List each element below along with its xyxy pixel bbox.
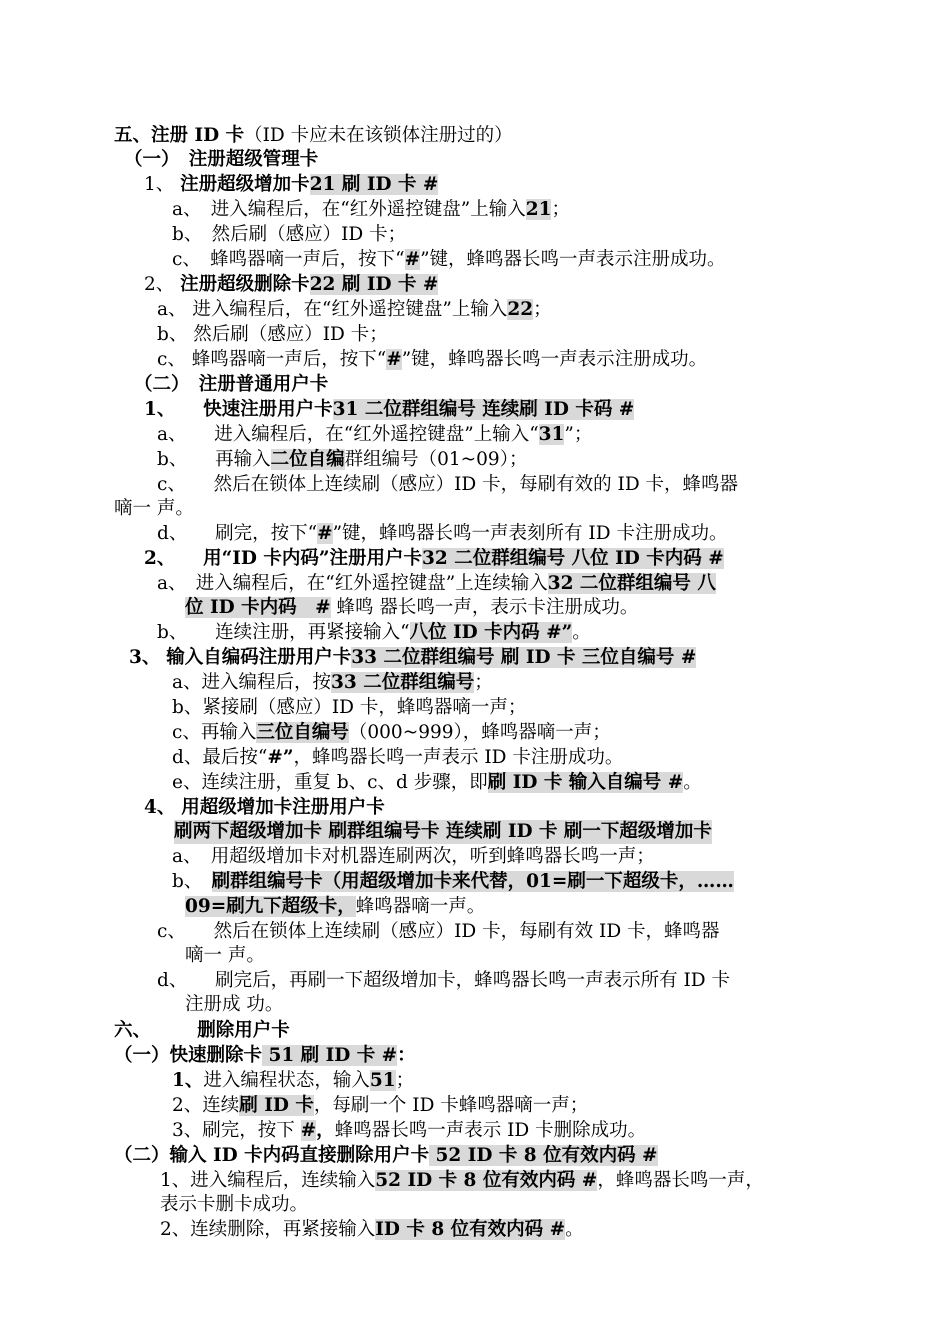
s6-p2-1-text: 1、进入编程后，连续输入: [160, 1170, 376, 1191]
section5-title-c: （ID 卡应未在该锁体注册过的）: [244, 125, 513, 146]
j4-step-d-line2: 注册成 功。: [185, 994, 284, 1015]
item2-cmd: 22 刷 ID 卡 #: [309, 274, 439, 295]
s6-p2-1-end: ，蜂鸣器长鸣一声，: [597, 1170, 764, 1191]
s6-p1-2-end: ，每刷一个 ID 卡蜂鸣器嘀一声；: [313, 1095, 589, 1116]
s6-p1-step1: [172, 1069, 414, 1093]
j3-step-d: [172, 746, 623, 770]
j3-c-end: （000~999），蜂鸣器嘀一声；: [348, 722, 611, 743]
j4-text: 用超级增加卡注册用户卡: [181, 797, 385, 818]
j2-prefix: 2、: [144, 548, 204, 569]
s6-p1-2-code: 刷 ID 卡: [239, 1095, 314, 1116]
item2-a-code: 22: [507, 299, 534, 320]
j4-step-b-line2: [185, 895, 485, 919]
item2-c-end: ”键，蜂鸣器长鸣一声表示注册成功。: [401, 349, 708, 370]
j1-b-text: b、 再输入: [157, 449, 271, 470]
s6-p1-1-num: 1、: [172, 1070, 204, 1091]
j4-step-b-line1: [172, 870, 734, 894]
item2-prefix: 2、: [144, 274, 175, 295]
j4-step-c-line1: c、 然后在锁体上连续刷（感应）ID 卡，每刷有效 ID 卡，蜂鸣器: [157, 921, 720, 942]
s6-p2-cmd: 52 ID 卡 8 位有效内码 #: [429, 1145, 658, 1166]
section6-title: 六、 删除用户卡: [114, 1020, 290, 1041]
j2-a-text: a、 进入编程后，在“红外遥控键盘”上连续输入: [157, 573, 548, 594]
s6-p2-step1-line1: [160, 1169, 764, 1193]
j2-heading: [144, 547, 724, 571]
s6-p1-cmd: 51 刷 ID 卡 #: [262, 1045, 398, 1066]
j1-b-end: 群组编号（01~09）；: [344, 449, 528, 470]
s6-p2-2-end: 。: [565, 1219, 584, 1240]
j1-b-code: 二位自编: [270, 449, 345, 470]
s6-p1-text: （一）快速删除卡: [114, 1045, 263, 1066]
j1-a-end: ”；: [564, 424, 593, 445]
j3-step-c: [172, 721, 611, 745]
section5-title-b: ID 卡: [188, 125, 245, 146]
j4-b-text: b、: [172, 871, 212, 892]
j3-heading: [129, 646, 696, 670]
item2-step-a: [157, 298, 552, 322]
s6-p2-step2: [160, 1218, 584, 1242]
item1-step-b: b、 然后刷（感应）ID 卡；: [172, 224, 407, 245]
s6-p1-3-end: 蜂鸣器长鸣一声表示 ID 卡删除成功。: [334, 1120, 647, 1141]
j3-e-end: 。: [683, 772, 702, 793]
item1-prefix: 1、: [144, 174, 175, 195]
j2-a-end: 蜂鸣 器长鸣一声，表示卡注册成功。: [330, 597, 639, 618]
s6-part2-title: [114, 1144, 658, 1168]
item1-a-code: 21: [525, 199, 552, 220]
j1-a-text: a、 进入编程后，在“红外遥控键盘”上输入“: [157, 424, 539, 445]
j2-b-code: 八位 ID 卡内码 #”: [409, 622, 573, 643]
part2-title: （二） 注册普通用户卡: [134, 374, 329, 395]
item1-c-code: #: [404, 249, 421, 270]
item2-c-code: #: [386, 349, 402, 370]
j2-a-code2: 位 ID 卡内码 #: [185, 597, 331, 618]
item1-cmd: 21 刷 ID 卡 #: [309, 174, 439, 195]
s6-p1-step3: [172, 1119, 646, 1143]
s6-p2-text: （二）输入 ID 卡内码直接删除用户卡: [114, 1145, 430, 1166]
j4-step-a: a、 用超级增加卡对机器连刷两次，听到蜂鸣器长鸣一声；: [172, 846, 655, 867]
s6-p2-2-code: ID 卡 8 位有效内码 #: [375, 1219, 566, 1240]
j1-text: 快速注册用户卡: [203, 399, 333, 420]
item2-step-b: b、 然后刷（感应）ID 卡；: [157, 324, 388, 345]
item1-c-text: c、 蜂鸣器嘀一声后，按下“: [172, 249, 405, 270]
s6-p1-3-code: #: [300, 1120, 317, 1141]
j1-step-c-line1: c、 然后在锁体上连续刷（感应）ID 卡，每刷有效的 ID 卡，蜂鸣器: [157, 474, 739, 495]
j3-cmd: 33 二位群组编号 刷 ID 卡 三位自编号 #: [351, 647, 697, 668]
item1-heading: [144, 173, 438, 197]
j3-c-code: 三位自编号: [256, 722, 349, 743]
item2-c-text: c、 蜂鸣器嘀一声后，按下“: [157, 349, 387, 370]
item2-a-end: ；: [533, 299, 552, 320]
j3-text: 输入自编码注册用户卡: [166, 647, 352, 668]
j1-cmd: 31 二位群组编号 连续刷 ID 卡码 #: [332, 399, 635, 420]
j3-e-code: 刷 ID 卡 输入自编号 #: [487, 772, 684, 793]
j4-b-code1: 刷群组编号卡（用超级增加卡来代替，01=刷一下超级卡，……: [211, 871, 734, 892]
s6-p1-3-text: 3、刷完，按下: [172, 1120, 301, 1141]
j2-b-end: 。: [572, 622, 591, 643]
j3-a-text: a、进入编程后，按: [172, 672, 332, 693]
j1-d-text: d、 刷完，按下“: [157, 523, 318, 544]
j4-step-c-line2: 嘀一 声。: [185, 945, 265, 966]
j4-b-code2: 09=刷九下超级卡，: [185, 896, 356, 917]
s6-p2-step1-line2: 表示卡删卡成功。: [160, 1194, 309, 1215]
j1-step-c-line2: 嘀一 声。: [114, 498, 194, 519]
j1-prefix: 1、: [144, 399, 204, 420]
section5-title-a: 五、注册: [114, 125, 189, 146]
j2-b-text: b、 连续注册，再紧接输入“: [157, 622, 410, 643]
s6-p2-2-text: 2、连续删除，再紧接输入: [160, 1219, 376, 1240]
s6-p2-1-code: 52 ID 卡 8 位有效内码 #: [375, 1170, 598, 1191]
j3-c-text: c、再输入: [172, 722, 257, 743]
j4-heading: [144, 796, 385, 820]
j1-step-d: [157, 522, 727, 546]
item1-step-a: [172, 198, 570, 222]
j3-d-end: ，蜂鸣器长鸣一声表示 ID 卡注册成功。: [293, 747, 624, 768]
j3-a-end: ；: [474, 672, 493, 693]
s6-p1-1-text: 进入编程状态，输入: [203, 1070, 370, 1091]
j4-b-end: 蜂鸣器嘀一声。: [355, 896, 486, 917]
j3-d-text: d、最后按“: [172, 747, 268, 768]
j3-step-b: b、紧接刷（感应）ID 卡，蜂鸣器嘀一声；: [172, 697, 527, 718]
s6-p1-2-text: 2、连续: [172, 1095, 240, 1116]
s6-p1-3-comma: ，: [316, 1120, 335, 1141]
item1-c-end: ”键，蜂鸣器长鸣一声表示注册成功。: [420, 249, 726, 270]
j4-prefix: 4、: [144, 797, 176, 818]
j3-e-text: e、连续注册，重复 b、c、d 步骤，即: [172, 772, 488, 793]
j3-a-code: 33 二位群组编号: [331, 672, 475, 693]
s6-p1-end: ：: [397, 1045, 416, 1066]
j2-step-a-line2: [185, 596, 638, 620]
s6-part1-title: [114, 1044, 416, 1068]
item2-heading: [144, 273, 438, 297]
j1-step-a: [157, 423, 592, 447]
j3-step-a: [172, 671, 493, 695]
j2-text: 用“ID 卡内码”注册用户卡: [203, 548, 423, 569]
item2-step-c: [157, 348, 707, 372]
s6-p1-1-end: ；: [395, 1070, 415, 1091]
j4-step-d-line1: d、 刷完后，再刷一下超级增加卡，蜂鸣器长鸣一声表示所有 ID 卡: [157, 970, 730, 991]
j2-cmd: 32 二位群组编号 八位 ID 卡内码 #: [422, 548, 724, 569]
item2-a-text: a、 进入编程后，在“红外遥控键盘”上输入: [157, 299, 508, 320]
j3-d-code: #”: [267, 747, 294, 768]
j4-cmd: 刷两下超级增加卡 刷群组编号卡 连续刷 ID 卡 刷一下超级增加卡: [174, 821, 712, 842]
j3-prefix: 3、: [129, 647, 161, 668]
j2-a-code1: 32 二位群组编号 八: [547, 573, 716, 594]
item1-a-text: a、 进入编程后，在“红外遥控键盘”上输入: [172, 199, 526, 220]
item2-text: 注册超级删除卡: [180, 274, 310, 295]
part1-title: （一） 注册超级管理卡: [124, 149, 319, 170]
j3-step-e: [172, 771, 702, 795]
item1-a-end: ；: [551, 199, 570, 220]
j1-d-code: #: [317, 523, 333, 544]
item1-text: 注册超级增加卡: [180, 174, 310, 195]
j1-heading: [144, 398, 634, 422]
s6-p1-step2: [172, 1094, 588, 1118]
j1-a-code: 31: [538, 424, 565, 445]
j1-step-b: [157, 448, 527, 472]
s6-p1-1-code: 51: [369, 1070, 396, 1091]
j1-d-end: ”键，蜂鸣器长鸣一声表刻所有 ID 卡注册成功。: [332, 523, 728, 544]
item1-step-c: [172, 248, 726, 272]
j2-step-a-line1: [157, 572, 716, 596]
j2-step-b: [157, 621, 591, 645]
section5-title: [114, 124, 513, 148]
